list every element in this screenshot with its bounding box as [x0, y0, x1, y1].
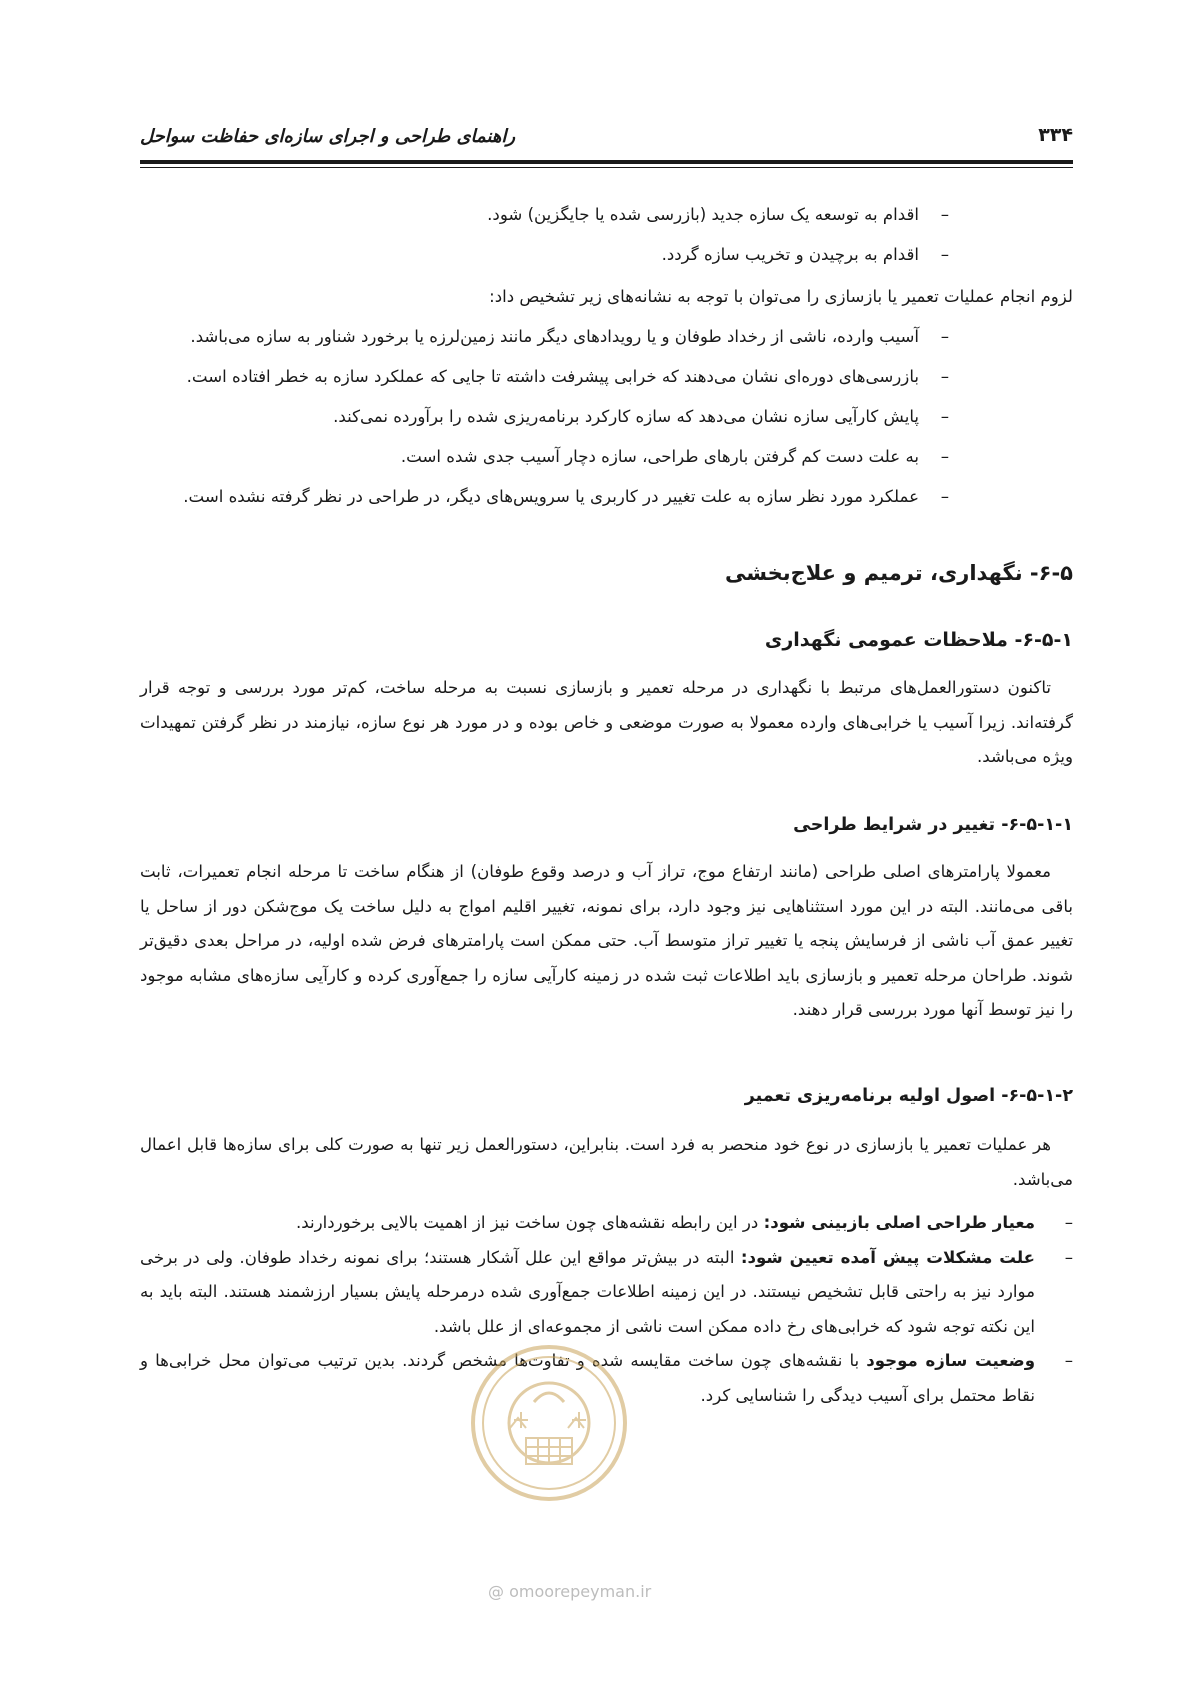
principle-label: معیار طراحی اصلی بازبینی شود: — [763, 1213, 1035, 1232]
running-header — [140, 118, 1073, 158]
intro-line: لزوم انجام عملیات تعمیر یا بازسازی را می‌توان با توجه به نشانه‌های زیر تشخیص داد: — [489, 287, 1073, 306]
list-item: بازرسی‌های دوره‌ای نشان می‌دهند که خرابی پیشرفت داشته تا جایی که عملکرد سازه به خطر افتاده است. — [186, 367, 919, 386]
list-item — [140, 1241, 1073, 1345]
bullet-dash: – — [940, 205, 949, 224]
bullet-dash: – — [940, 487, 949, 506]
list-item — [140, 1206, 1073, 1241]
principle-text: با نقشه‌های چون ساخت مقایسه شده و تفاوت‌ها مشخص گردند. بدین ترتیب می‌توان محل خرابی‌ها و نقاط محتمل برای آسیب دیدگی را شناسایی کرد. — [140, 1351, 1035, 1405]
list-item: اقدام به توسعه یک سازه جدید (بازرسی شده یا جایگزین) شود. — [487, 205, 919, 224]
paragraph — [140, 671, 1073, 775]
subsubsection-title: ۶-۵-۱-۲- اصول اولیه برنامه‌ریزی تعمیر — [744, 1086, 1073, 1106]
paragraph — [140, 855, 1073, 1028]
header-title: راهنمای طراحی و اجرای سازه‌ای حفاظت سواحل — [140, 126, 516, 147]
paragraph-text: هر عملیات تعمیر یا بازسازی در نوع خود منحصر به فرد است. بنابراین، دستورالعمل زیر تنها به صورت کلی برای سازه‌ها قابل اعمال می‌باشد. — [140, 1135, 1073, 1189]
bullet-dash: – — [940, 327, 949, 346]
subsection-title: ۶-۵-۱- ملاحظات عمومی نگهداری — [764, 629, 1073, 651]
list-item: به علت دست کم گرفتن بارهای طراحی، سازه دچار آسیب جدی شده است. — [400, 447, 919, 466]
subsubsection-title: ۶-۵-۱-۱- تغییر در شرایط طراحی — [793, 815, 1073, 835]
section-title: ۶-۵- نگهداری، ترمیم و علاج‌بخشی — [724, 561, 1073, 585]
header-rule-thin — [140, 167, 1073, 168]
principle-label: علت مشکلات پیش آمده تعیین شود: — [740, 1247, 1035, 1267]
page-number: ۳۳۴ — [1038, 124, 1073, 146]
principle-text: البته در بیش‌تر مواقع این علل آشکار هستند؛ برای نمونه رخداد طوفان. ولی در برخی موارد نیز به راحتی قابل تشخیص نیستند. در این زمینه اطلاعات جمع‌آوری شده درمرحله پایش بسیار ارزشمند هستند. البته باید به این نکته توجه شود که خرابی‌های رخ داده ممکن است ناشی از مجموعه‌ای از علل باشد. — [140, 1247, 1035, 1336]
bullet-dash: – — [1064, 1247, 1073, 1267]
list-item: اقدام به برچیدن و تخریب سازه گردد. — [661, 245, 919, 264]
list-item: عملکرد مورد نظر سازه به علت تغییر در کاربری یا سرویس‌های دیگر، در طراحی در نظر گرفته نشده است. — [183, 487, 919, 506]
bullet-dash: – — [940, 367, 949, 386]
bullet-dash: – — [940, 447, 949, 466]
bullet-dash: – — [1064, 1213, 1073, 1232]
watermark-seal-icon — [468, 1342, 630, 1504]
paragraph-text: معمولا پارامترهای اصلی طراحی (مانند ارتفاع موج، تراز آب و درصد وقوع طوفان) از هنگام ساخت تا مرحله انجام تعمیرات، ثابت باقی می‌مانند. البته در این مورد استثناهایی نیز وجود دارد، برای نمونه، تغییر اقلیم امواج به دلیل ساخت یک موج‌شکن دور از ساحل یا تغییر عمق آب ناشی از فرسایش پنجه یا تغییر تراز متوسط آب. حتی ممکن است پارامترهای فرض شده اولیه، در مراحل بعدی دقیق‌تر شوند. طراحان مرحله تعمیر و بازسازی باید اطلاعات ثبت شده در زمینه کارآیی سازه را جمع‌آوری کرده و کارآیی سازه‌های مشابه موجود را نیز توسط آنها مورد بررسی قرار دهند. — [140, 862, 1073, 1019]
watermark-site: @ omoorepeyman.ir — [488, 1582, 652, 1601]
bullet-dash: – — [940, 245, 949, 264]
header-rule-thick — [140, 160, 1073, 164]
list-item: پایش کارآیی سازه نشان می‌دهد که سازه کارکرد برنامه‌ریزی شده را برآورده نمی‌کند. — [333, 407, 919, 426]
paragraph-text: تاکنون دستورالعمل‌های مرتبط با نگهداری در مرحله تعمیر و بازسازی نسبت به مرحله ساخت، کم‌تر مورد بررسی و توجه قرار گرفته‌اند. زیرا آسیب یا خرابی‌های وارده معمولا به صورت موضعی و خاص بوده و در مورد هر نوع سازه، نیازمند در نظر گرفتن تمهیدات ویژه می‌باشد. — [140, 678, 1073, 766]
bullet-dash: – — [1064, 1351, 1073, 1370]
principle-text: در این رابطه نقشه‌های چون ساخت نیز از اهمیت بالایی برخوردارند. — [296, 1213, 764, 1232]
principle-label: وضعیت سازه موجود — [866, 1351, 1036, 1370]
paragraph — [140, 1128, 1073, 1197]
list-item: آسیب وارده، ناشی از رخداد طوفان و یا رویدادهای دیگر مانند زمین‌لرزه یا برخورد شناور به سازه می‌باشد. — [190, 327, 919, 346]
bullet-dash: – — [940, 407, 949, 426]
